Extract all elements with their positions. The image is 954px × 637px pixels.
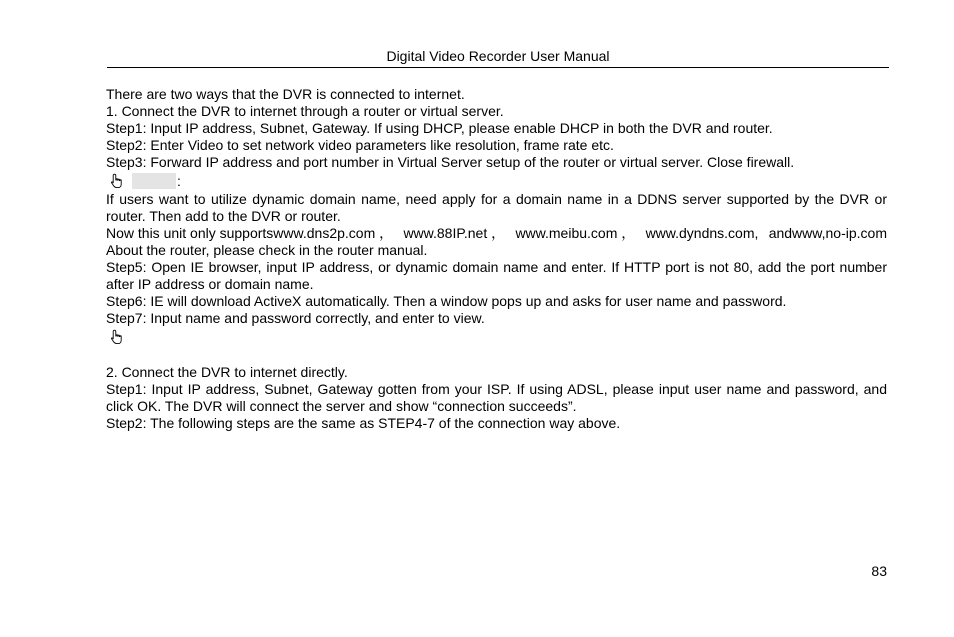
section1-step5: Step5: Open IE browser, input IP address, or dynamic domain name and enter. If HTTP port is not 80, add the port number after IP address or domain name. [106, 259, 887, 292]
note-marker-row [106, 171, 887, 191]
hand-pointer-icon [110, 329, 124, 345]
router-note: About the router, please check in the router manual. [106, 242, 428, 258]
section1-step6: Step6: IE will download ActiveX automatically. Then a window pops up and asks for user name and password. [106, 293, 787, 309]
supported-ddns-item: andwww,no-ip.com [768, 225, 887, 241]
section2-heading: 2. Connect the DVR to internet directly. [106, 364, 348, 380]
section1-heading: 1. Connect the DVR to internet through a router or virtual server. [106, 103, 504, 119]
section2-step2: Step2: The following steps are the same as STEP4-7 of the connection way above. [106, 415, 621, 431]
section1-step3: Step3: Forward IP address and port number in Virtual Server setup of the router or virtual server. Close firewall. [106, 154, 795, 170]
manual-title: Digital Video Recorder User Manual [386, 48, 610, 64]
intro-text: There are two ways that the DVR is connected to internet. [106, 86, 465, 102]
header-divider [107, 67, 889, 68]
note-colon: : [177, 172, 181, 189]
ddns-paragraph: If users want to utilize dynamic domain name, need apply for a domain name in a DDNS server supported by the DVR or router. Then add to the DVR or router. [106, 191, 887, 224]
note-marker-row [106, 327, 887, 347]
page-body [106, 86, 887, 432]
page-number: 83 [871, 563, 887, 579]
supported-ddns-item: Now this unit only supportswww.dns2p.com ， [106, 225, 394, 241]
section-spacer [106, 347, 887, 364]
supported-ddns-item: www.88IP.net ， [403, 225, 506, 241]
section1-step2: Step2: Enter Video to set network video parameters like resolution, frame rate etc. [106, 137, 614, 153]
supported-ddns-item: www.dyndns.com, [645, 225, 759, 241]
section1-step1: Step1: Input IP address, Subnet, Gateway. If using DHCP, please enable DHCP in both the DVR and router. [106, 120, 773, 136]
supported-ddns-list [106, 225, 887, 242]
supported-ddns-item: www.meibu.com ， [515, 225, 636, 241]
running-header [107, 48, 889, 64]
section2-step1: Step1: Input IP address, Subnet, Gateway gotten from your ISP. If using ADSL, please input user name and password, and click OK. The DVR will connect the server and show “connection succeeds”. [106, 381, 887, 414]
section1-step7: Step7: Input name and password correctly, and enter to view. [106, 310, 485, 326]
hand-pointer-icon [110, 173, 124, 189]
note-label-box [132, 173, 176, 189]
